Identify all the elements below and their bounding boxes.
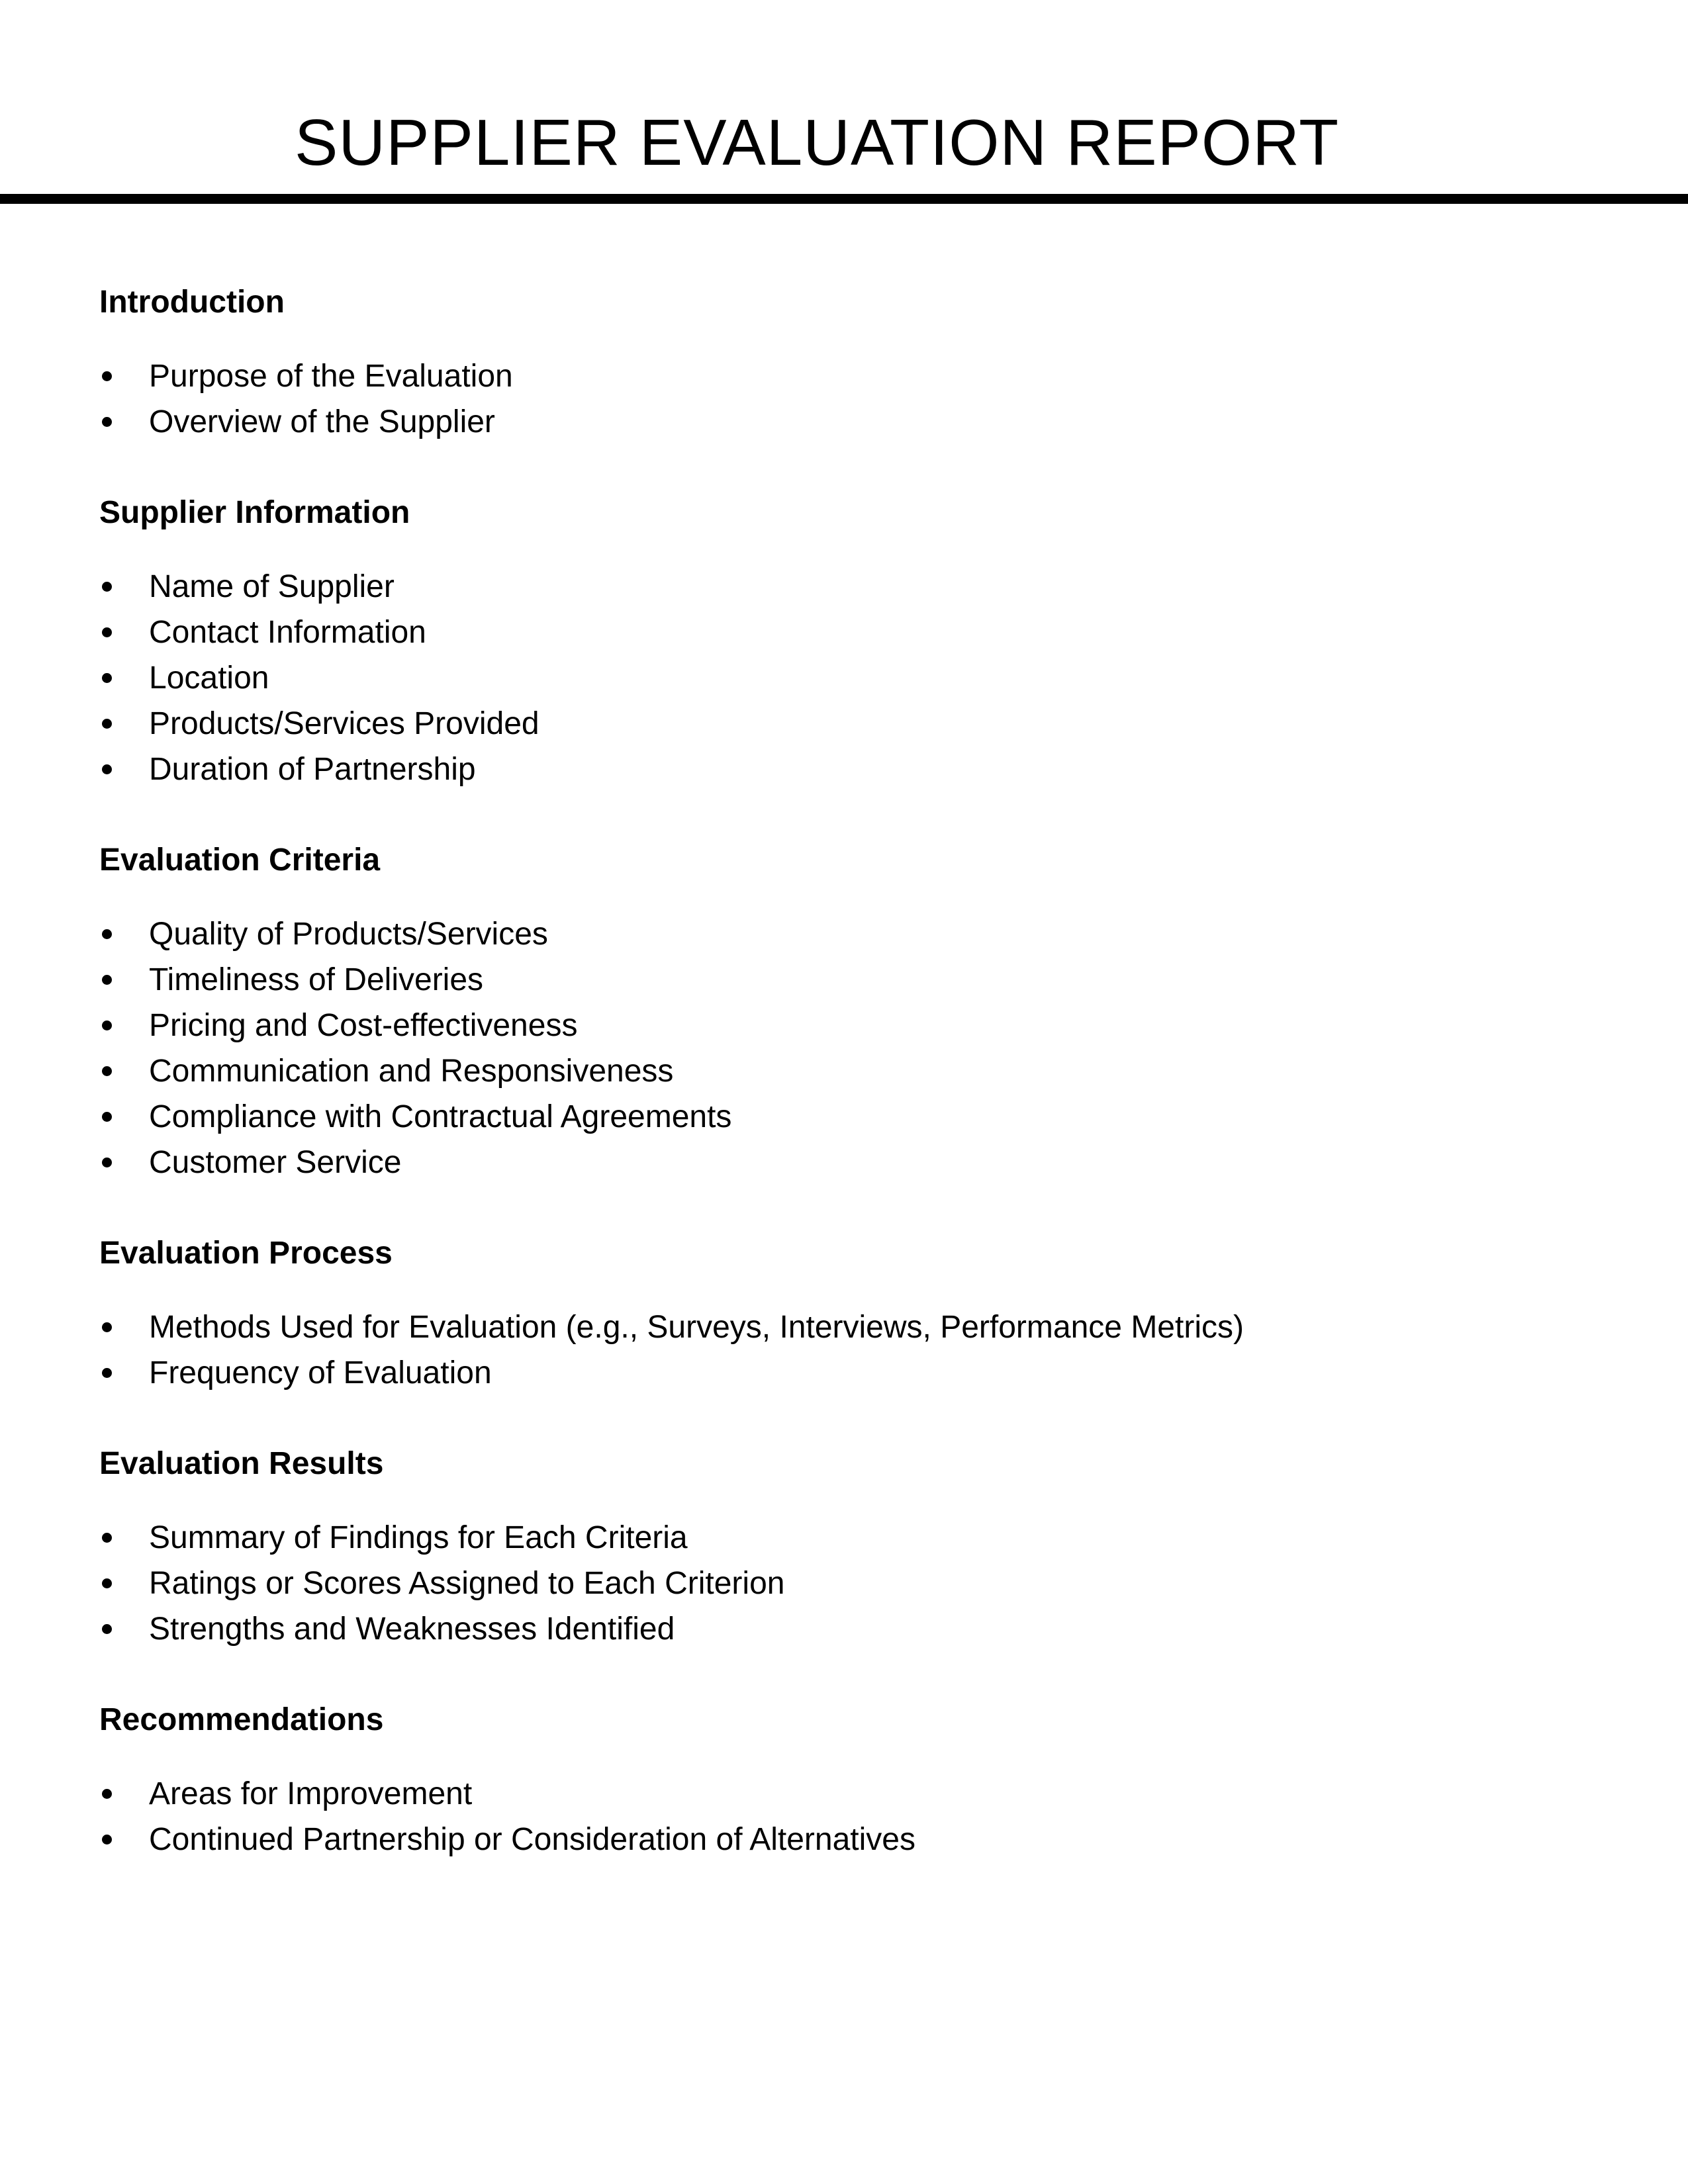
list-item-text: Customer Service <box>149 1145 402 1180</box>
bullet-list <box>99 549 1589 792</box>
list-item-text: Methods Used for Evaluation (e.g., Surveys, Interviews, Performance Metrics) <box>149 1310 1244 1345</box>
list-item <box>99 353 1589 399</box>
bullet-list <box>99 1500 1589 1652</box>
bullet-icon <box>102 1368 112 1378</box>
bullet-icon <box>102 764 112 774</box>
list-item-text: Contact Information <box>149 615 426 650</box>
list-item-text: Quality of Products/Services <box>149 917 548 952</box>
section-evaluation-results <box>99 1428 1589 1652</box>
bullet-icon <box>102 719 112 729</box>
bullet-icon <box>102 371 112 381</box>
list-item-text: Duration of Partnership <box>149 752 476 787</box>
list-item-text: Overview of the Supplier <box>149 404 495 439</box>
bullet-icon <box>102 1322 112 1332</box>
section-heading: Evaluation Results <box>99 1446 384 1481</box>
list-item <box>99 957 1589 1003</box>
bullet-icon <box>102 1112 112 1122</box>
list-item <box>99 1817 1589 1862</box>
bullet-icon <box>102 929 112 939</box>
list-item <box>99 655 1589 701</box>
list-item-text: Pricing and Cost-effectiveness <box>149 1008 578 1043</box>
list-item <box>99 1094 1589 1140</box>
bullet-icon <box>102 975 112 985</box>
section-introduction <box>99 266 1589 445</box>
bullet-icon <box>102 673 112 683</box>
bullet-icon <box>102 1624 112 1634</box>
bullet-icon <box>102 1066 112 1076</box>
section-evaluation-process <box>99 1217 1589 1396</box>
list-item <box>99 610 1589 655</box>
bullet-icon <box>102 582 112 592</box>
list-item-text: Summary of Findings for Each Criteria <box>149 1520 688 1555</box>
section-supplier-information <box>99 477 1589 792</box>
title-divider <box>0 194 1688 204</box>
page-title: SUPPLIER EVALUATION REPORT <box>294 106 1340 179</box>
bullet-icon <box>102 1789 112 1799</box>
list-item-text: Compliance with Contractual Agreements <box>149 1099 732 1134</box>
bullet-icon <box>102 1021 112 1030</box>
list-item <box>99 1606 1589 1652</box>
list-item-text: Name of Supplier <box>149 569 395 604</box>
bullet-list <box>99 897 1589 1185</box>
list-item <box>99 1561 1589 1606</box>
section-evaluation-criteria <box>99 824 1589 1185</box>
section-heading: Evaluation Criteria <box>99 842 381 878</box>
section-heading: Recommendations <box>99 1702 384 1737</box>
list-item <box>99 1304 1589 1350</box>
report-body <box>99 266 1589 1894</box>
list-item <box>99 1350 1589 1396</box>
list-item <box>99 399 1589 445</box>
bullet-list <box>99 339 1589 445</box>
section-heading: Evaluation Process <box>99 1236 393 1271</box>
bullet-icon <box>102 1578 112 1588</box>
list-item-text: Communication and Responsiveness <box>149 1054 674 1089</box>
section-heading: Supplier Information <box>99 495 410 530</box>
list-item-text: Ratings or Scores Assigned to Each Criterion <box>149 1566 785 1601</box>
bullet-icon <box>102 627 112 637</box>
list-item <box>99 1771 1589 1817</box>
bullet-icon <box>102 1158 112 1167</box>
list-item <box>99 747 1589 792</box>
list-item-text: Timeliness of Deliveries <box>149 962 484 997</box>
section-heading: Introduction <box>99 285 285 320</box>
list-item <box>99 564 1589 610</box>
bullet-icon <box>102 1835 112 1844</box>
bullet-icon <box>102 417 112 427</box>
list-item <box>99 1515 1589 1561</box>
bullet-list <box>99 1290 1589 1396</box>
list-item-text: Purpose of the Evaluation <box>149 359 513 394</box>
list-item-text: Continued Partnership or Consideration of Alternatives <box>149 1822 915 1857</box>
list-item-text: Products/Services Provided <box>149 706 539 741</box>
section-recommendations <box>99 1684 1589 1862</box>
list-item-text: Areas for Improvement <box>149 1776 473 1811</box>
list-item <box>99 1048 1589 1094</box>
list-item <box>99 911 1589 957</box>
bullet-list <box>99 1756 1589 1862</box>
list-item <box>99 1003 1589 1048</box>
list-item <box>99 701 1589 747</box>
list-item-text: Frequency of Evaluation <box>149 1355 492 1390</box>
bullet-icon <box>102 1533 112 1543</box>
list-item-text: Strengths and Weaknesses Identified <box>149 1612 675 1647</box>
list-item-text: Location <box>149 660 269 696</box>
list-item <box>99 1140 1589 1185</box>
